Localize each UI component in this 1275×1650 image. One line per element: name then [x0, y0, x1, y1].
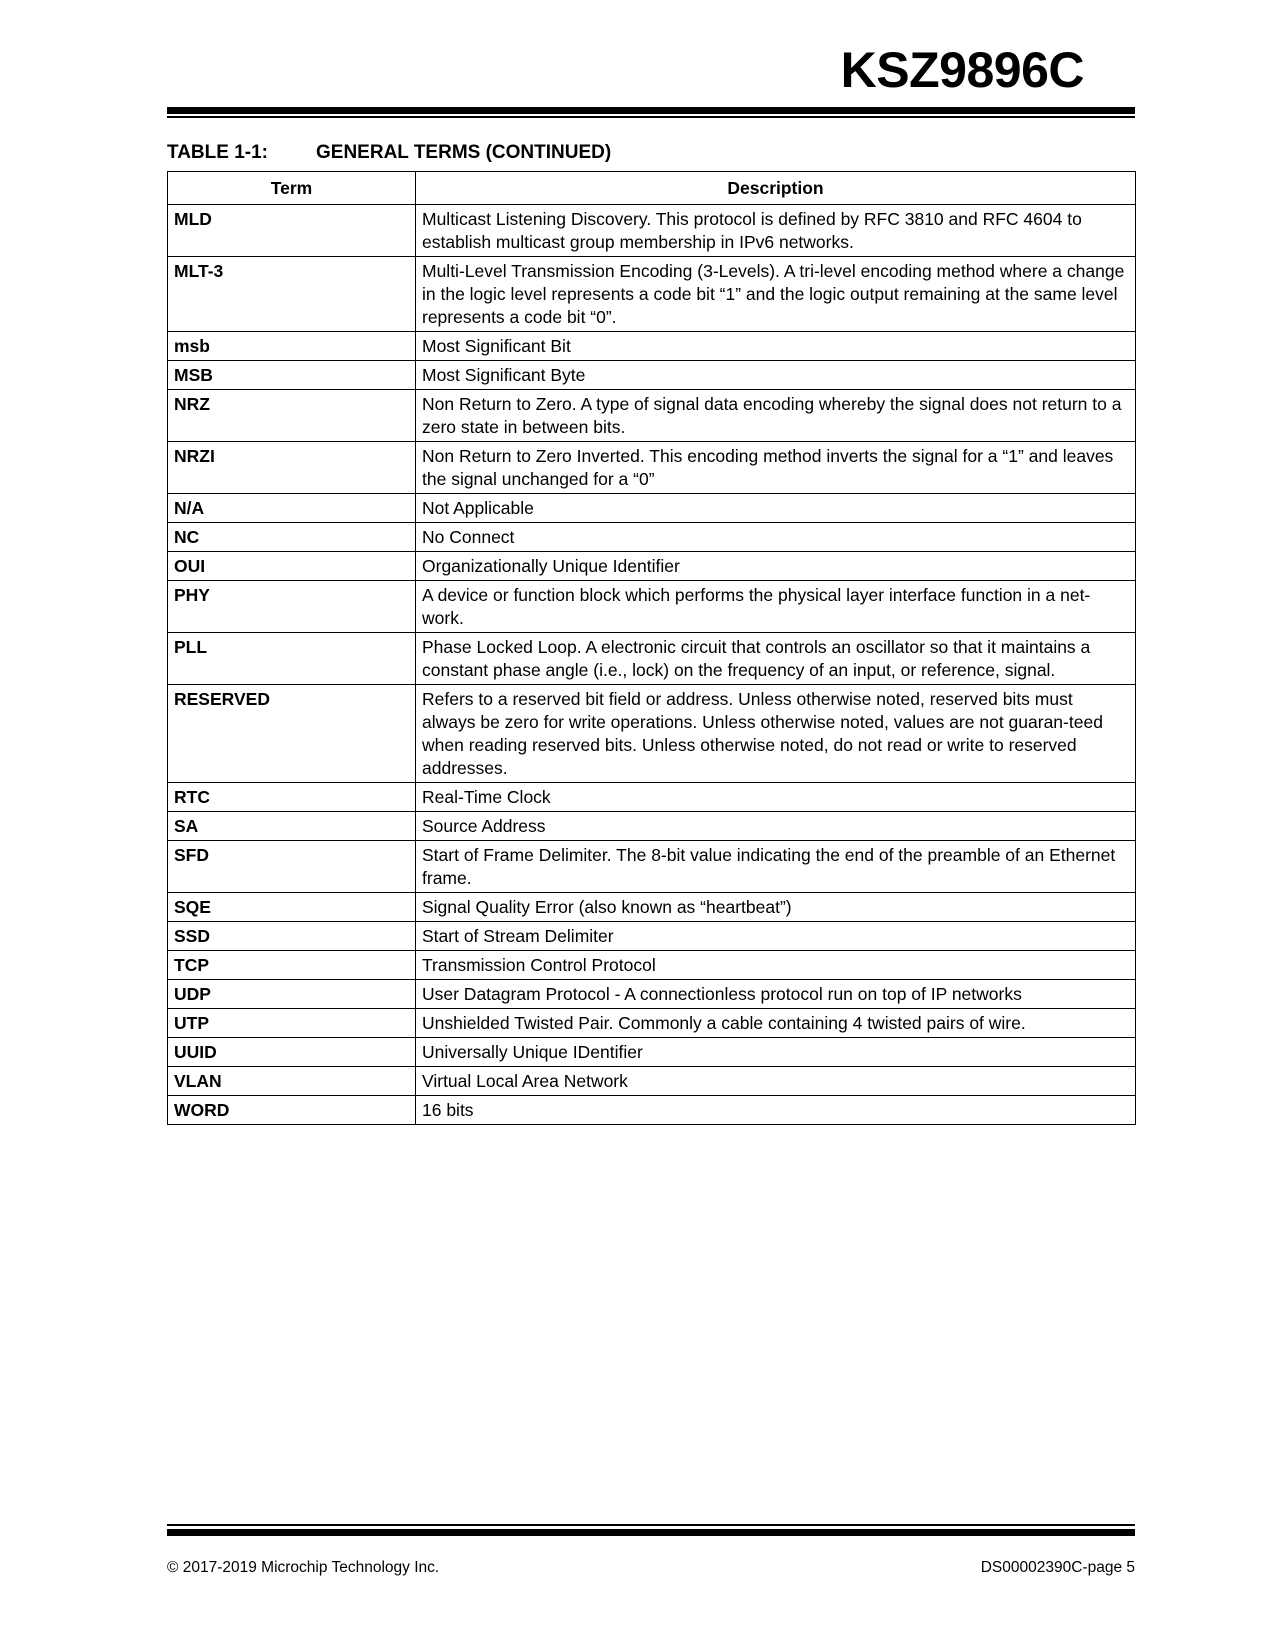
description-cell: Refers to a reserved bit field or address. Unless otherwise noted, reserved bits must always be zero for write operations. Unless otherwise noted, values are not guaran-teed when reading reserved bits. Unless otherwise noted, do not read or write to reserved addresses. [416, 685, 1136, 783]
term-cell: NRZI [168, 442, 416, 494]
table-row [168, 361, 1136, 390]
table-caption [167, 141, 611, 165]
term-cell: NRZ [168, 390, 416, 442]
table-row [168, 893, 1136, 922]
table-row [168, 951, 1136, 980]
term-cell: VLAN [168, 1067, 416, 1096]
description-cell: Multicast Listening Discovery. This protocol is defined by RFC 3810 and RFC 4604 to establish multicast group membership in IPv6 networks. [416, 205, 1136, 257]
term-cell: MSB [168, 361, 416, 390]
table-row [168, 922, 1136, 951]
description-cell: Most Significant Bit [416, 332, 1136, 361]
table-row [168, 980, 1136, 1009]
description-cell: Non Return to Zero Inverted. This encoding method inverts the signal for a “1” and leaves the signal unchanged for a “0” [416, 442, 1136, 494]
term-cell: SFD [168, 841, 416, 893]
table-row [168, 633, 1136, 685]
footer-copyright: © 2017-2019 Microchip Technology Inc. [167, 1559, 440, 1576]
header-rule-thick [167, 107, 1135, 114]
description-cell: Organizationally Unique Identifier [416, 552, 1136, 581]
footer-page-reference: DS00002390C-page 5 [980, 1559, 1135, 1576]
description-cell: Virtual Local Area Network [416, 1067, 1136, 1096]
table-row [168, 812, 1136, 841]
term-cell: UTP [168, 1009, 416, 1038]
table-row [168, 581, 1136, 633]
description-cell: Start of Stream Delimiter [416, 922, 1136, 951]
column-header-term: Term [168, 172, 416, 205]
footer-rule-thick [167, 1529, 1135, 1536]
description-cell: Real-Time Clock [416, 783, 1136, 812]
table-row [168, 494, 1136, 523]
table-row [168, 523, 1136, 552]
description-cell: Multi-Level Transmission Encoding (3-Levels). A tri-level encoding method where a change in the logic level represents a code bit “1” and the logic output remaining at the same level represents a code bit “0”. [416, 257, 1136, 332]
header-rule-thin [167, 116, 1135, 118]
table-body [168, 205, 1136, 1125]
term-cell: PHY [168, 581, 416, 633]
term-cell: OUI [168, 552, 416, 581]
term-cell: UUID [168, 1038, 416, 1067]
table-row [168, 205, 1136, 257]
term-cell: SQE [168, 893, 416, 922]
description-cell: Not Applicable [416, 494, 1136, 523]
table-row [168, 1009, 1136, 1038]
column-header-description: Description [416, 172, 1136, 205]
document-id-title: KSZ9896C [840, 42, 1084, 98]
term-cell: msb [168, 332, 416, 361]
description-cell: User Datagram Protocol - A connectionless protocol run on top of IP networks [416, 980, 1136, 1009]
description-cell: Transmission Control Protocol [416, 951, 1136, 980]
term-cell: RTC [168, 783, 416, 812]
term-cell: TCP [168, 951, 416, 980]
general-terms-table [167, 171, 1136, 1125]
table-row [168, 442, 1136, 494]
term-cell: N/A [168, 494, 416, 523]
description-cell: Universally Unique IDentifier [416, 1038, 1136, 1067]
table-row [168, 783, 1136, 812]
description-cell: 16 bits [416, 1096, 1136, 1125]
term-cell: MLT-3 [168, 257, 416, 332]
table-row [168, 1067, 1136, 1096]
term-cell: SSD [168, 922, 416, 951]
term-cell: RESERVED [168, 685, 416, 783]
table-row [168, 257, 1136, 332]
footer-rule-thin [167, 1524, 1135, 1526]
term-cell: SA [168, 812, 416, 841]
table-row [168, 1038, 1136, 1067]
table-row [168, 1096, 1136, 1125]
table-row [168, 552, 1136, 581]
description-cell: Signal Quality Error (also known as “heartbeat”) [416, 893, 1136, 922]
table-caption-number: TABLE 1-1: [167, 142, 268, 163]
description-cell: Non Return to Zero. A type of signal data encoding whereby the signal does not return to a zero state in between bits. [416, 390, 1136, 442]
table-row [168, 390, 1136, 442]
table-row [168, 332, 1136, 361]
table-header-row [168, 172, 1136, 205]
term-cell: PLL [168, 633, 416, 685]
description-cell: Start of Frame Delimiter. The 8-bit value indicating the end of the preamble of an Ethernet frame. [416, 841, 1136, 893]
description-cell: Most Significant Byte [416, 361, 1136, 390]
table-row [168, 685, 1136, 783]
table-caption-title: GENERAL TERMS (CONTINUED) [316, 142, 612, 163]
description-cell: Unshielded Twisted Pair. Commonly a cable containing 4 twisted pairs of wire. [416, 1009, 1136, 1038]
term-cell: UDP [168, 980, 416, 1009]
term-cell: NC [168, 523, 416, 552]
description-cell: A device or function block which performs the physical layer interface function in a net-work. [416, 581, 1136, 633]
term-cell: WORD [168, 1096, 416, 1125]
term-cell: MLD [168, 205, 416, 257]
description-cell: No Connect [416, 523, 1136, 552]
description-cell: Source Address [416, 812, 1136, 841]
description-cell: Phase Locked Loop. A electronic circuit that controls an oscillator so that it maintains a constant phase angle (i.e., lock) on the frequency of an input, or reference, signal. [416, 633, 1136, 685]
table-row [168, 841, 1136, 893]
